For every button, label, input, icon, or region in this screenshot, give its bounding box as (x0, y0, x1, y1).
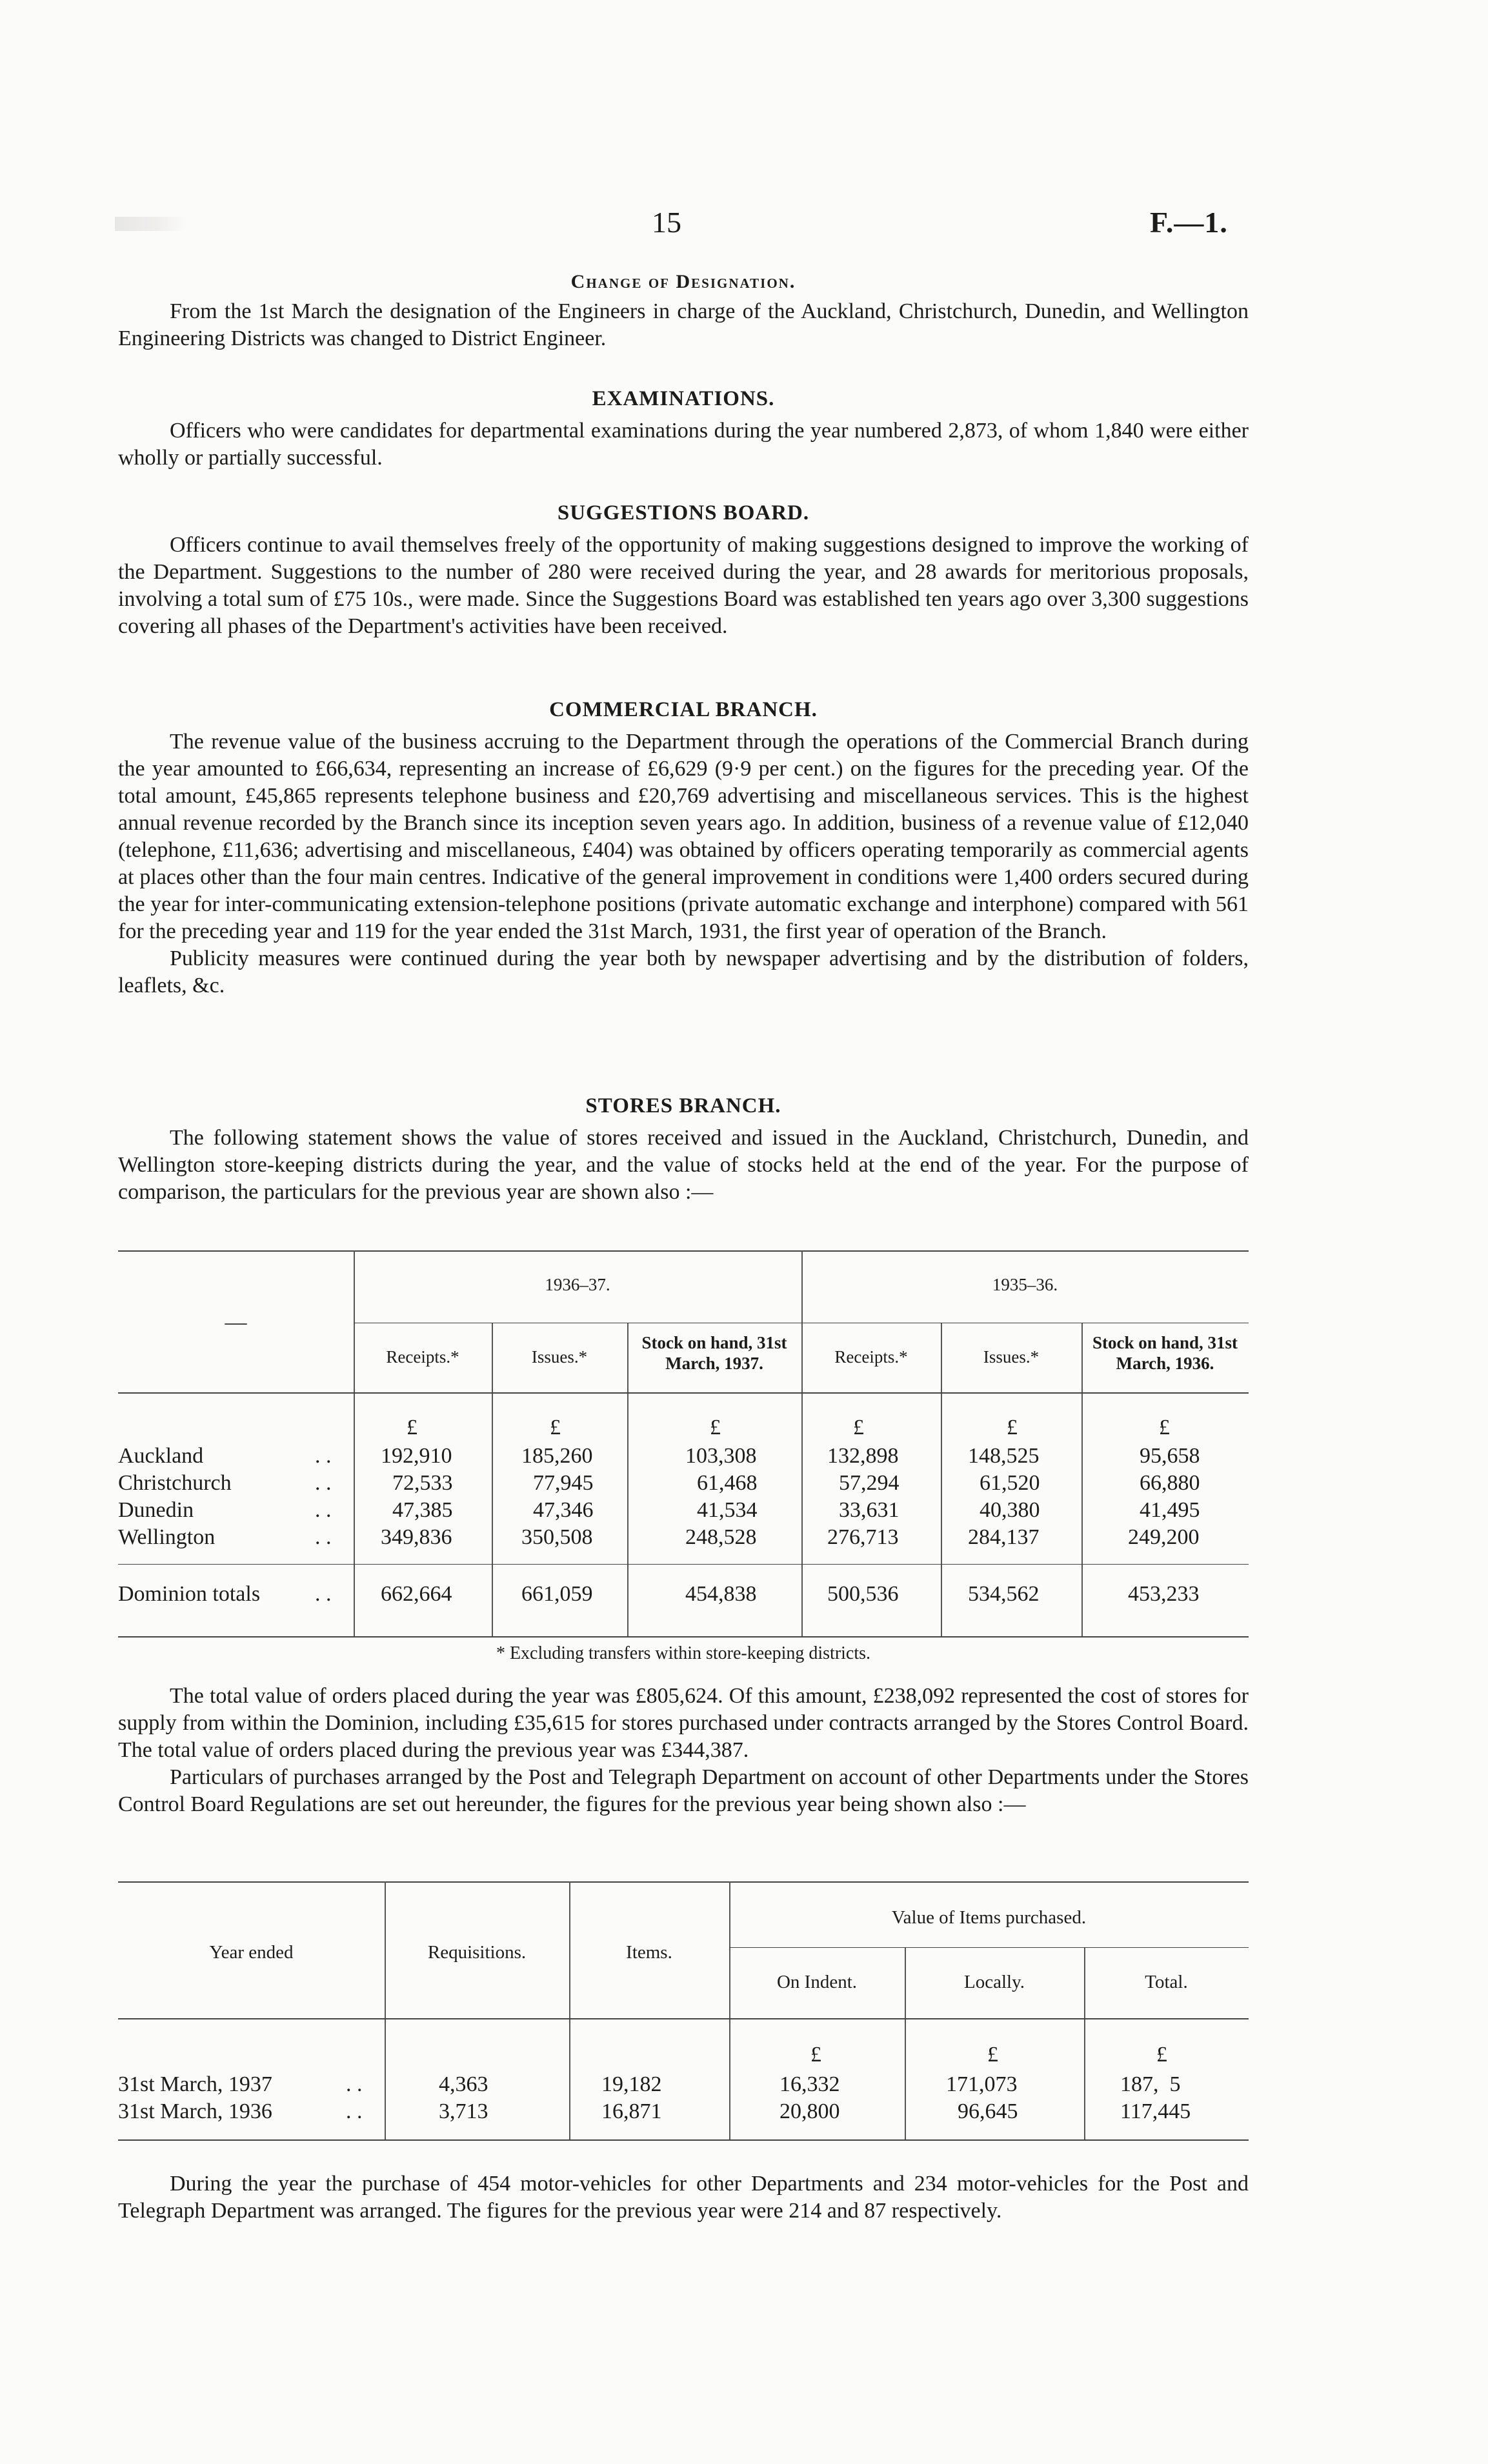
pound-sign: £ (710, 1416, 721, 1439)
table-cell: 16,871 (601, 2099, 662, 2123)
total-cell: 662,664 (381, 1582, 452, 1606)
total-cell: 453,233 (1128, 1582, 1200, 1606)
paragraph: From the 1st March the designation of the Engineers in charge of the Auckland, Christchurch, Dunedin, and Wellington Engineering Districts was changed to District Engineer. (118, 299, 1249, 350)
table-cell: 132,898 (827, 1444, 899, 1468)
table-rule (118, 1564, 1249, 1565)
table-cell: 4,363 (439, 2072, 488, 2096)
leader-dots: . . (315, 1471, 332, 1495)
table-rule (118, 1250, 1249, 1252)
table-rule (729, 1947, 1249, 1948)
pound-sign: £ (810, 2043, 821, 2067)
table-cell: 72,533 (392, 1471, 453, 1495)
table-cell: 284,137 (968, 1525, 1040, 1549)
leader-dots: . . (315, 1498, 332, 1522)
table-rule (118, 1881, 1249, 1883)
col-requisitions: Requisitions. (427, 1942, 527, 1963)
column-divider (941, 1323, 942, 1636)
paragraph: Publicity measures were continued during the year both by newspaper advertising and by the distribution of folders, leaflets, &c. (118, 947, 1249, 997)
table-cell: 349,836 (381, 1525, 452, 1549)
leader-dots: . . (315, 1444, 332, 1468)
table-cell: 3,713 (439, 2099, 488, 2123)
page-number: 15 (652, 206, 681, 239)
section-title: COMMERCIAL BRANCH. (549, 698, 818, 721)
document-reference: F.—1. (1150, 206, 1228, 239)
col-stock-1937: Stock on hand, 31st March, 1937. (641, 1333, 787, 1373)
pound-sign: £ (1007, 1416, 1018, 1439)
table-cell: 41,495 (1140, 1498, 1200, 1522)
leader-dots: . . (315, 1582, 332, 1606)
table-cell: 20,800 (779, 2099, 840, 2123)
pound-sign: £ (853, 1416, 864, 1439)
total-cell: 500,536 (827, 1582, 899, 1606)
row-label-1937: 31st March, 1937 (118, 2072, 272, 2096)
pound-sign: £ (987, 2043, 998, 2067)
table-cell: 66,880 (1140, 1471, 1200, 1495)
table-cell: 350,508 (521, 1525, 593, 1549)
vehicles-paragraph (118, 2170, 1249, 2225)
table-cell: 249,200 (1128, 1525, 1200, 1549)
col-receipts: Receipts.* (386, 1347, 459, 1367)
table-cell: 117,445 (1120, 2099, 1191, 2123)
pound-sign: £ (407, 1416, 417, 1439)
table-cell: 47,385 (392, 1498, 453, 1522)
section-designation (118, 271, 1249, 352)
leader-dots: . . (346, 2072, 363, 2096)
paragraph: The following statement shows the value of stores received and issued in the Auckland, Christchurch, Dunedin, and Wellington store-keeping districts during the year, and the value of stocks held at the end of the year. For the purpose of comparison, the particulars for the previous year are shown also :— (118, 1126, 1249, 1204)
column-divider (385, 1881, 386, 2139)
col-locally: Locally. (964, 1972, 1025, 1992)
table-rule (118, 2018, 1249, 2019)
pound-sign: £ (1156, 2043, 1167, 2067)
paragraph: Particulars of purchases arranged by the Post and Telegraph Department on account of other Departments under the Stores Control Board Regulations are set out hereunder, the figures for the previous year being shown also :— (118, 1765, 1249, 1816)
table-cell: 61,520 (980, 1471, 1040, 1495)
section-examinations (118, 387, 1249, 472)
section-title: EXAMINATIONS. (592, 387, 775, 410)
year-header-1935-36: 1935–36. (992, 1275, 1058, 1294)
table-cell: 148,525 (968, 1444, 1040, 1468)
stub-header: — (225, 1310, 247, 1334)
column-divider (492, 1323, 493, 1636)
col-total: Total. (1145, 1972, 1188, 1992)
table-cell: 47,346 (533, 1498, 594, 1522)
table-cell: 95,658 (1140, 1444, 1200, 1468)
col-stock-1936: Stock on hand, 31st March, 1936. (1092, 1333, 1238, 1373)
table-cell: 16,332 (779, 2072, 840, 2096)
table-cell: 96,645 (958, 2099, 1018, 2123)
table-cell: 171,073 (946, 2072, 1018, 2096)
table-cell: 61,468 (697, 1471, 758, 1495)
pound-sign: £ (550, 1416, 561, 1439)
row-label-christchurch: Christchurch (118, 1471, 232, 1495)
col-value-of-items: Value of Items purchased. (891, 1907, 1087, 1928)
section-commercial (118, 698, 1249, 999)
table-cell: 19,182 (601, 2072, 662, 2096)
col-on-indent: On Indent. (776, 1972, 858, 1992)
row-label-wellington: Wellington (118, 1525, 216, 1549)
col-issues: Issues.* (531, 1347, 588, 1367)
row-label-dunedin: Dunedin (118, 1498, 194, 1522)
table-cell: 248,528 (685, 1525, 757, 1549)
table-cell: 185,260 (521, 1444, 593, 1468)
row-label-1936: 31st March, 1936 (118, 2099, 272, 2123)
table-footnote: * Excluding transfers within store-keeping districts. (496, 1643, 871, 1663)
table-cell: 40,380 (980, 1498, 1040, 1522)
paragraph: The total value of orders placed during the year was £805,624. Of this amount, £238,092 represented the cost of stores for supply from within the Dominion, including £35,615 for stores purchased under contracts arranged by the Stores Control Board. The total value of orders placed during the previous year was £344,387. (118, 1684, 1249, 1762)
table-rule (118, 1636, 1249, 1638)
section-title: Change of Designation. (570, 271, 796, 292)
table-rule (118, 1392, 1249, 1394)
col-receipts: Receipts.* (834, 1347, 908, 1367)
column-divider (801, 1250, 803, 1636)
section-suggestions (118, 501, 1249, 640)
section-stores (118, 1094, 1249, 1206)
total-cell: 454,838 (685, 1582, 757, 1606)
table-rule (118, 2139, 1249, 2141)
paragraph: Officers who were candidates for departmental examinations during the year numbered 2,873, of whom 1,840 were either wholly or partially successful. (118, 419, 1249, 470)
total-cell: 661,059 (521, 1582, 593, 1606)
paragraph: During the year the purchase of 454 motor-vehicles for other Departments and 234 motor-vehicles for the Post and Telegraph Department was arranged. The figures for the previous year were 214 and 87 respectively. (118, 2172, 1249, 2223)
scan-smudge (115, 217, 186, 231)
table-cell: 103,308 (685, 1444, 757, 1468)
table-cell: 276,713 (827, 1525, 899, 1549)
column-divider (569, 1881, 570, 2139)
orders-paragraphs (118, 1683, 1249, 1818)
pound-sign: £ (1159, 1416, 1170, 1439)
leader-dots: . . (346, 2099, 363, 2123)
table-cell: 41,534 (697, 1498, 758, 1522)
total-cell: 534,562 (968, 1582, 1040, 1606)
paragraph: Officers continue to avail themselves freely of the opportunity of making suggestions designed to improve the working of the Department. Suggestions to the number of 280 were received during the year, and 28 awards for meritorious proposals, involving a total sum of £75 10s., were made. Since the Suggestions Board was established ten years ago over 3,300 suggestions covering all phases of the Department's activities have been received. (118, 533, 1249, 638)
table-cell: 33,631 (839, 1498, 900, 1522)
column-divider (354, 1250, 355, 1636)
paragraph: The revenue value of the business accruing to the Department through the operations of the Commercial Branch during the year amounted to £66,634, representing an increase of £6,629 (9·9 per cent.) on the figures for the preceding year. Of the total amount, £45,865 represents telephone business and £20,769 advertising and miscellaneous services. This is the highest annual revenue recorded by the Branch since its inception seven years ago. In addition, business of a revenue value of £12,040 (telephone, £11,636; advertising and miscellaneous, £404) was obtained by officers operating temporarily as commercial agents at places other than the four main centres. Indicative of the general improvement in conditions were 1,400 orders secured during the year for inter-communicating extension-telephone positions (private automatic exchange and interphone) compared with 561 for the preceding year and 119 for the year ended the 31st March, 1931, the first year of operation of the Branch. (118, 730, 1249, 943)
year-header-1936-37: 1936–37. (545, 1275, 610, 1294)
row-label-auckland: Auckland (118, 1444, 204, 1468)
col-year-ended: Year ended (209, 1942, 294, 1963)
table-cell: 192,910 (381, 1444, 452, 1468)
section-title: STORES BRANCH. (585, 1094, 781, 1117)
leader-dots: . . (315, 1525, 332, 1549)
col-items: Items. (626, 1942, 672, 1963)
table-cell: 57,294 (839, 1471, 900, 1495)
table-cell: 77,945 (533, 1471, 594, 1495)
section-title: SUGGESTIONS BOARD. (557, 501, 810, 525)
table-cell: 187, 5 (1120, 2072, 1181, 2096)
col-issues: Issues.* (983, 1347, 1040, 1367)
row-label-dominion-totals: Dominion totals (118, 1582, 261, 1606)
